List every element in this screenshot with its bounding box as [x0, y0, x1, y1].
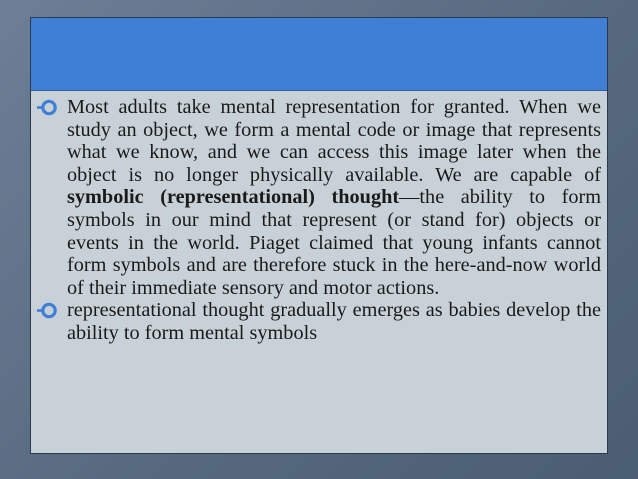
bullet-item — [35, 299, 601, 344]
circle-bullet-icon — [37, 99, 61, 116]
bullet-text: representational thought gradually emerges as babies develop the ability to form mental symbols — [67, 299, 601, 344]
bullet-text: Most adults take mental representation for granted. When we study an object, we form a mental code or image that represents what we know, and we can access this image later when the object is no longer physically available. We are capable of — [67, 96, 601, 186]
slide-panel — [30, 17, 608, 454]
title-bar — [31, 18, 607, 91]
bullet-text: —the ability to form symbols in our mind that represent (or stand for) objects or events in the world. Piaget claimed that young infants cannot form symbols and are therefore stuck in the here-and-now world of their immediate sensory and motor actions. — [67, 186, 601, 299]
bullet-item — [35, 96, 601, 299]
circle-bullet-icon — [37, 302, 61, 319]
slide-content — [35, 96, 601, 345]
bullet-text-bold: symbolic (representational) thought — [67, 186, 400, 209]
